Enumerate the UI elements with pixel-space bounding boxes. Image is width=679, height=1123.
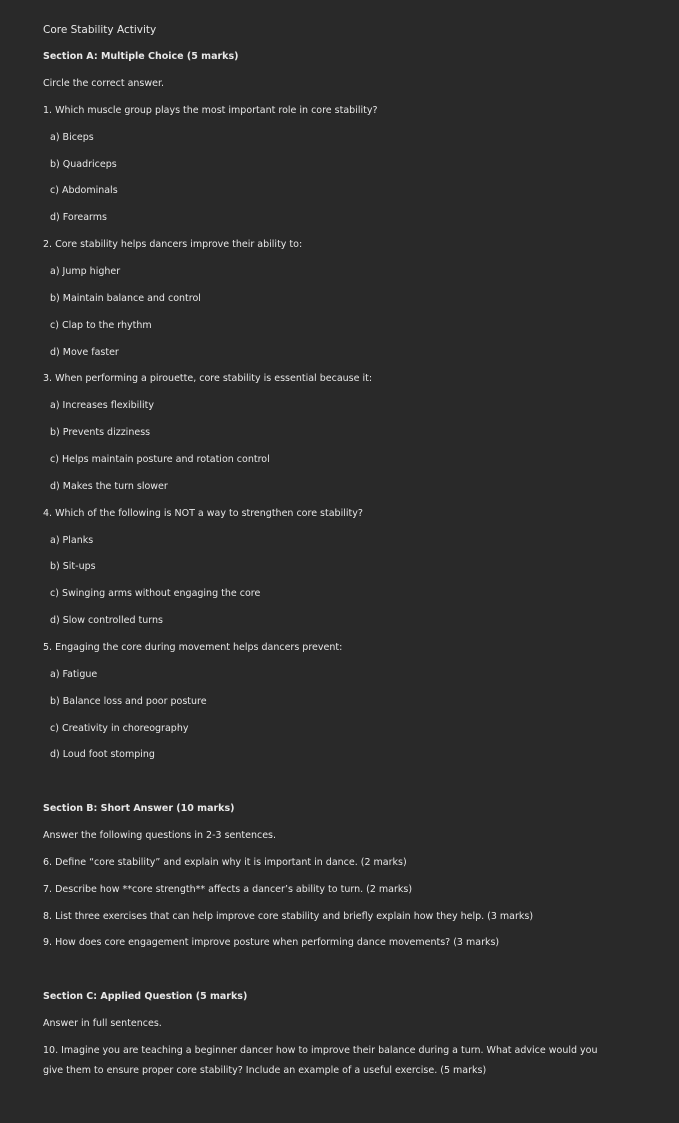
question-9: 9. How does core engagement improve posture when performing dance movements? (3 marks) bbox=[43, 937, 500, 948]
section-b-heading: Section B: Short Answer (10 marks) bbox=[43, 803, 235, 814]
question-6: 6. Define “core stability” and explain why it is important in dance. (2 marks) bbox=[43, 857, 407, 868]
q5-option-b: b) Balance loss and poor posture bbox=[50, 696, 207, 707]
q2-option-d: d) Move faster bbox=[50, 347, 119, 358]
q3-option-d: d) Makes the turn slower bbox=[50, 481, 168, 492]
section-a-instruction: Circle the correct answer. bbox=[43, 78, 165, 89]
question-3: 3. When performing a pirouette, core stability is essential because it: bbox=[43, 373, 373, 384]
q4-option-a: a) Planks bbox=[50, 535, 94, 546]
q3-option-c: c) Helps maintain posture and rotation control bbox=[50, 454, 270, 465]
q1-option-d: d) Forearms bbox=[50, 212, 107, 223]
q1-option-a: a) Biceps bbox=[50, 132, 94, 143]
q4-option-b: b) Sit-ups bbox=[50, 561, 96, 572]
q2-option-a: a) Jump higher bbox=[50, 266, 121, 277]
q4-option-d: d) Slow controlled turns bbox=[50, 615, 163, 626]
section-c-heading: Section C: Applied Question (5 marks) bbox=[43, 991, 248, 1002]
section-a-heading: Section A: Multiple Choice (5 marks) bbox=[43, 51, 239, 62]
question-5: 5. Engaging the core during movement helps dancers prevent: bbox=[43, 642, 343, 653]
q5-option-c: c) Creativity in choreography bbox=[50, 723, 189, 734]
q2-option-c: c) Clap to the rhythm bbox=[50, 320, 152, 331]
question-2: 2. Core stability helps dancers improve their ability to: bbox=[43, 239, 303, 250]
q3-option-a: a) Increases flexibility bbox=[50, 400, 154, 411]
question-8: 8. List three exercises that can help improve core stability and briefly explain how they help. (3 marks) bbox=[43, 911, 534, 922]
question-7: 7. Describe how **core strength** affects a dancer’s ability to turn. (2 marks) bbox=[43, 884, 413, 895]
document-title: Core Stability Activity bbox=[43, 24, 157, 36]
section-b-instruction: Answer the following questions in 2-3 sentences. bbox=[43, 830, 277, 841]
question-1: 1. Which muscle group plays the most important role in core stability? bbox=[43, 105, 378, 116]
q4-option-c: c) Swinging arms without engaging the core bbox=[50, 588, 261, 599]
q2-option-b: b) Maintain balance and control bbox=[50, 293, 201, 304]
question-10: 10. Imagine you are teaching a beginner dancer how to improve their balance during a turn. What advice would you give them to ensure proper core stability? Include an example of a useful exercise. (5 marks) bbox=[43, 1045, 598, 1076]
section-c-instruction: Answer in full sentences. bbox=[43, 1018, 162, 1029]
q3-option-b: b) Prevents dizziness bbox=[50, 427, 151, 438]
q5-option-a: a) Fatigue bbox=[50, 669, 98, 680]
q1-option-b: b) Quadriceps bbox=[50, 159, 117, 170]
q1-option-c: c) Abdominals bbox=[50, 185, 118, 196]
q5-option-d: d) Loud foot stomping bbox=[50, 749, 155, 760]
question-4: 4. Which of the following is NOT a way to strengthen core stability? bbox=[43, 508, 363, 519]
